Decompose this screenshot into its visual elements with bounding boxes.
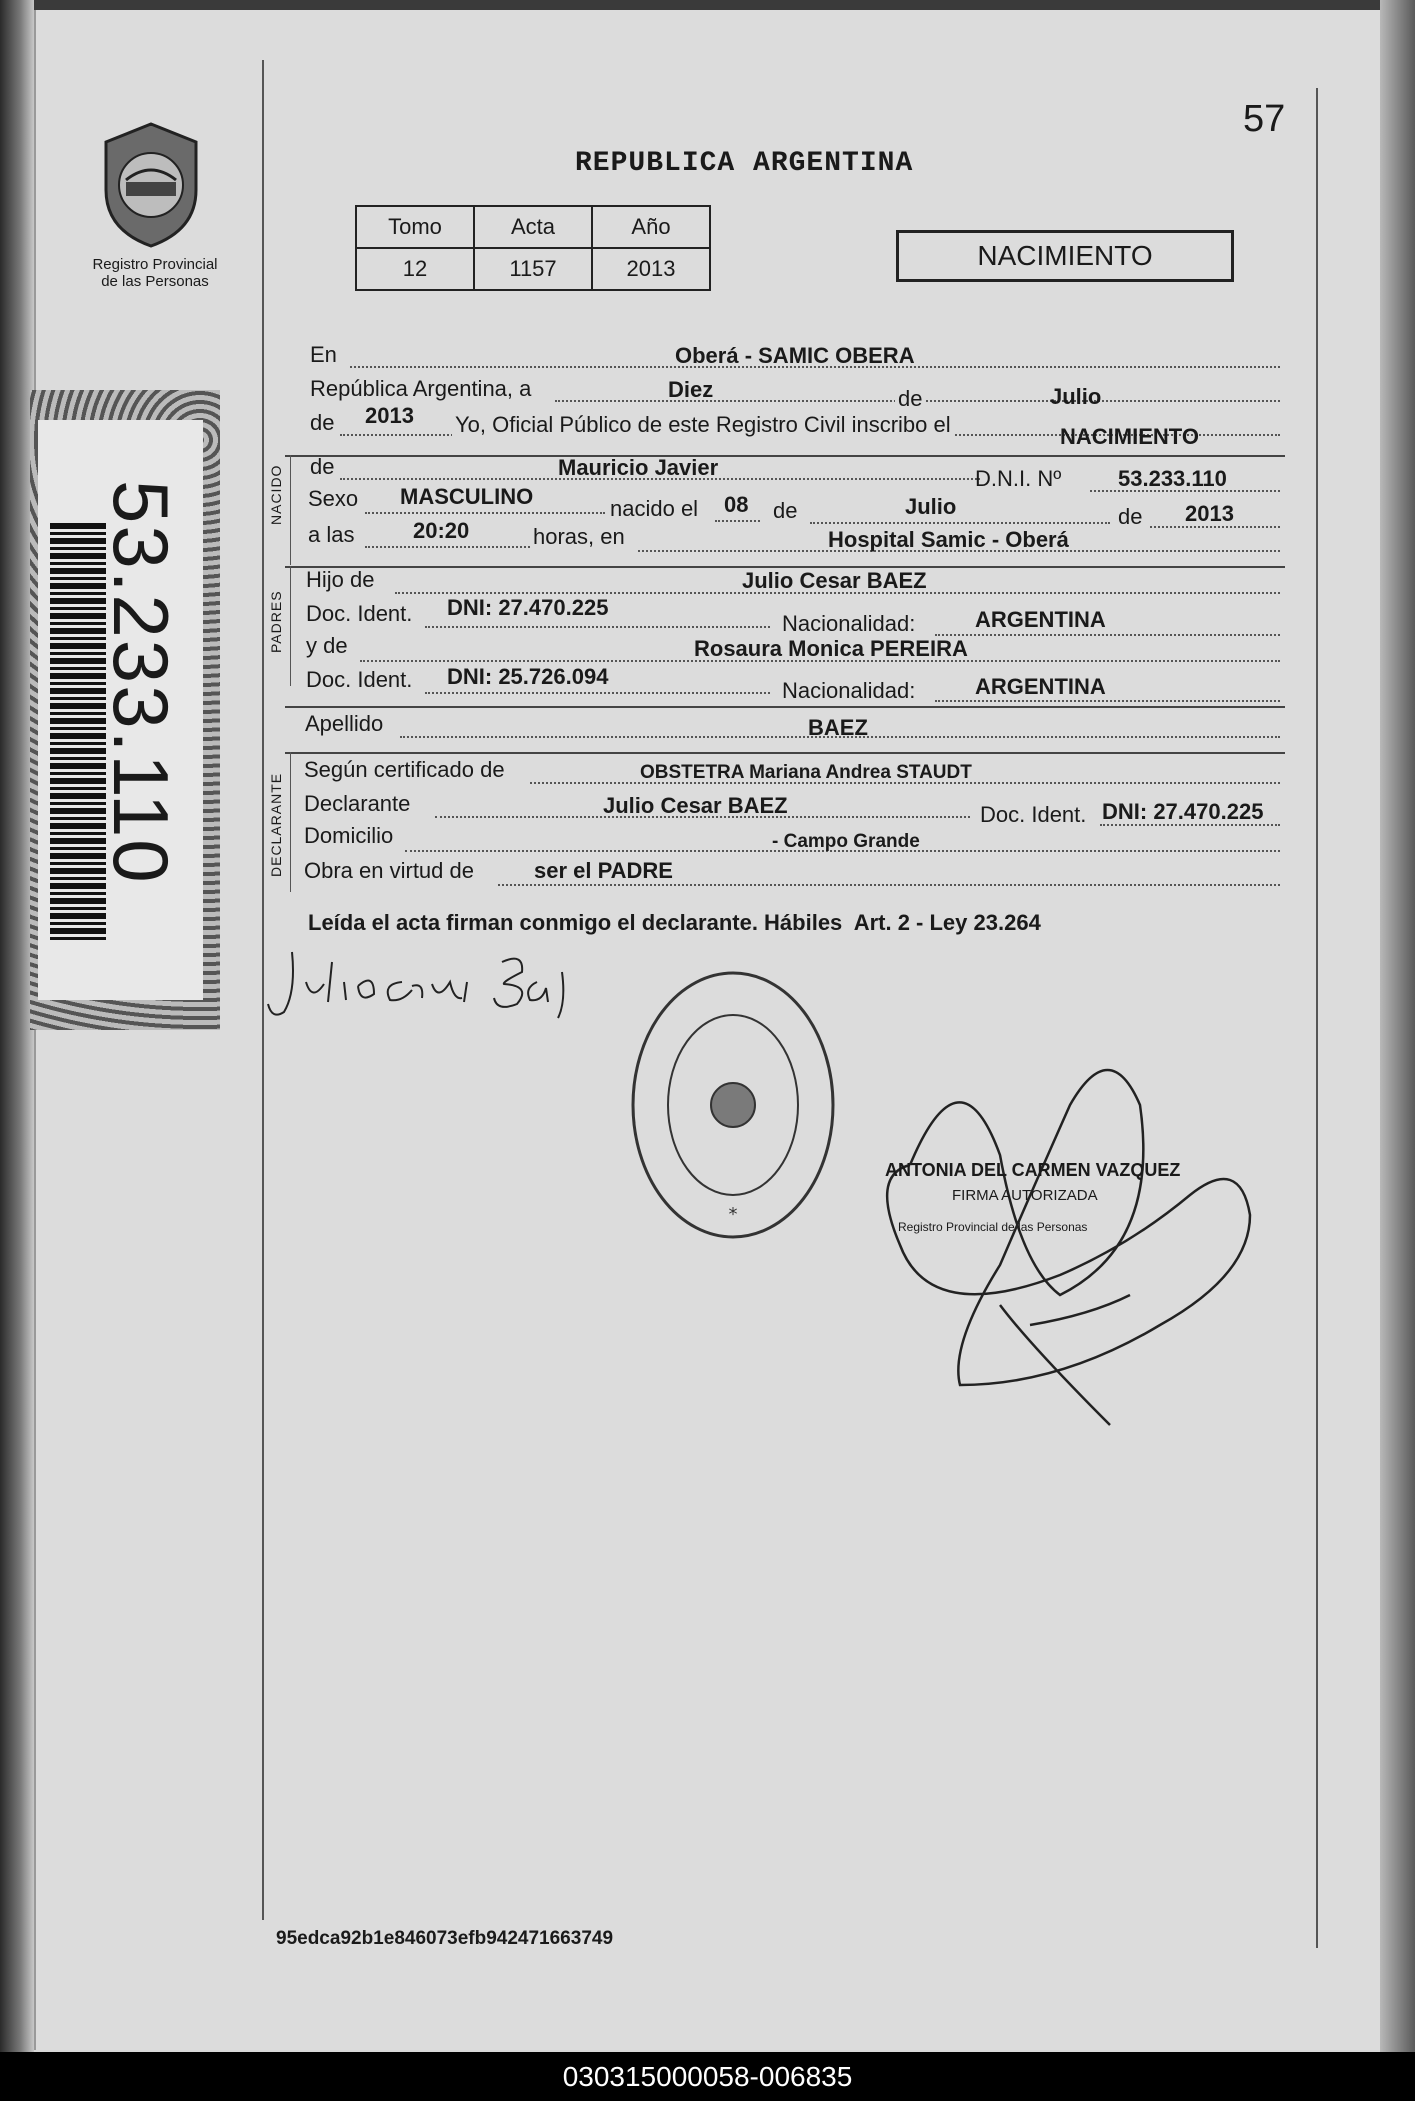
- birth-de-label: de: [773, 498, 798, 523]
- day-value: Diez: [668, 377, 714, 402]
- year-value: 2013: [365, 403, 414, 428]
- acta-header-cell: Tomo: [356, 206, 474, 248]
- dotted-line: [365, 546, 530, 548]
- father-nat: ARGENTINA: [975, 607, 1106, 632]
- official-signature: [830, 1045, 1270, 1435]
- cert-label: Según certificado de: [304, 757, 505, 782]
- section-label-nacido: NACIDO: [268, 464, 284, 525]
- barcode-label: [30, 390, 220, 1030]
- section-bracket: [290, 566, 291, 686]
- obra-label: Obra en virtud de: [304, 858, 474, 883]
- section-bracket: [290, 752, 291, 892]
- official-title: FIRMA AUTORIZADA: [952, 1187, 1098, 1204]
- declarant-signature: [262, 942, 602, 1022]
- section-rule: [285, 455, 1285, 457]
- sexo-value: MASCULINO: [400, 484, 534, 509]
- barcode-number: 53.233.110: [97, 480, 185, 885]
- mother-nat: ARGENTINA: [975, 674, 1106, 699]
- closing-statement: Leída el acta firman conmigo el declarante. Hábiles Art. 2 - Ley 23.264: [308, 910, 1041, 935]
- footer-id: 030315000058-006835: [0, 2052, 1415, 2101]
- nacido-el-label: nacido el: [610, 496, 699, 521]
- month-value: Julio: [1050, 384, 1102, 409]
- sexo-label: Sexo: [308, 486, 359, 511]
- nacido-de-label: de: [310, 454, 335, 479]
- declarant-signature-icon: [262, 942, 602, 1022]
- apellido-label: Apellido: [305, 711, 384, 736]
- birth-place: Hospital Samic - Oberá: [828, 527, 1069, 552]
- dotted-line: [935, 634, 1280, 636]
- father-doc-label: Doc. Ident.: [306, 601, 413, 626]
- mother-name: Rosaura Monica PEREIRA: [694, 636, 968, 661]
- cert-value: OBSTETRA Mariana Andrea STAUDT: [640, 762, 972, 783]
- right-margin-line: [1316, 88, 1318, 1948]
- horas-label: horas, en: [533, 524, 625, 549]
- apellido-value: BAEZ: [808, 715, 868, 740]
- official-name: ANTONIA DEL CARMEN VAZQUEZ: [885, 1160, 1181, 1180]
- birth-day: 08: [724, 492, 749, 517]
- inscribe-value: NACIMIENTO: [1060, 424, 1199, 449]
- dotted-line: [365, 512, 605, 514]
- place-value: Oberá - SAMIC OBERA: [675, 343, 915, 368]
- acta-value-cell: 1157: [474, 248, 592, 290]
- hijo-label: Hijo de: [306, 567, 375, 592]
- de2-label: de: [310, 410, 335, 435]
- en-label: En: [310, 342, 337, 367]
- document-type-box: NACIMIENTO: [896, 230, 1234, 282]
- father-name: Julio Cesar BAEZ: [742, 568, 927, 593]
- registry-line-2: de las Personas: [101, 273, 209, 290]
- section-rule: [285, 706, 1285, 708]
- obra-value: ser el PADRE: [534, 858, 673, 883]
- decl-doc-label: Doc. Ident.: [980, 802, 1087, 827]
- acta-header-cell: Acta: [474, 206, 592, 248]
- province-seal-icon: [96, 120, 206, 250]
- birth-month: Julio: [905, 494, 957, 519]
- decl-value: Julio Cesar BAEZ: [603, 793, 788, 818]
- registry-stamp: [628, 965, 838, 1245]
- father-doc: DNI: 27.470.225: [447, 595, 609, 620]
- dom-label: Domicilio: [304, 823, 394, 848]
- mother-doc: DNI: 25.726.094: [447, 664, 609, 689]
- republica-label: República Argentina, a: [310, 376, 532, 401]
- province-seal: [96, 120, 206, 250]
- page-number: 57: [1243, 98, 1286, 140]
- dotted-line: [810, 522, 1110, 524]
- acta-value-cell: 2013: [592, 248, 710, 290]
- svg-text:*: *: [728, 1204, 738, 1225]
- dotted-line: [425, 626, 770, 628]
- section-label-declarante: DECLARANTE: [268, 772, 284, 877]
- birth-de2-label: de: [1118, 504, 1143, 529]
- official-signature-icon: [830, 1045, 1270, 1435]
- document-hash: 95edca92b1e846073efb942471663749: [276, 1928, 614, 1949]
- section-label-padres: PADRES: [268, 590, 284, 653]
- de-label: de: [895, 386, 925, 412]
- dom-value: - Campo Grande: [772, 831, 920, 852]
- scan-border-right: [1380, 0, 1415, 2060]
- mother-nat-label: Nacionalidad:: [782, 678, 916, 703]
- registry-name: [80, 256, 230, 290]
- dotted-line: [935, 700, 1280, 702]
- yo-text: Yo, Oficial Público de este Registro Civil inscribo el: [452, 412, 954, 438]
- section-rule: [285, 752, 1285, 754]
- barcode-panel: [38, 420, 203, 1000]
- section-bracket: [290, 455, 291, 565]
- yde-label: y de: [306, 633, 348, 658]
- birth-year: 2013: [1185, 501, 1234, 526]
- child-dni: 53.233.110: [1118, 466, 1227, 491]
- dni-label: D.N.I. Nº: [975, 466, 1062, 491]
- alas-label: a las: [308, 522, 355, 547]
- acta-value-row: [356, 248, 710, 290]
- scan-border-left: [0, 0, 34, 2060]
- registry-stamp-icon: [628, 965, 838, 1245]
- page-title: REPUBLICA ARGENTINA: [575, 148, 914, 179]
- birth-time: 20:20: [413, 518, 470, 543]
- dotted-line: [715, 520, 760, 522]
- decl-doc: DNI: 27.470.225: [1102, 799, 1264, 824]
- mother-doc-label: Doc. Ident.: [306, 667, 413, 692]
- dotted-line: [498, 884, 1280, 886]
- decl-label: Declarante: [304, 791, 411, 816]
- acta-header-cell: Año: [592, 206, 710, 248]
- acta-header-row: [356, 206, 710, 248]
- acta-table: [355, 205, 711, 291]
- official-org: Registro Provincial de las Personas: [898, 1220, 1088, 1234]
- father-nat-label: Nacionalidad:: [782, 611, 916, 636]
- child-name: Mauricio Javier: [558, 455, 719, 480]
- dotted-line: [425, 692, 770, 694]
- registry-line-1: Registro Provincial: [92, 256, 218, 273]
- acta-value-cell: 12: [356, 248, 474, 290]
